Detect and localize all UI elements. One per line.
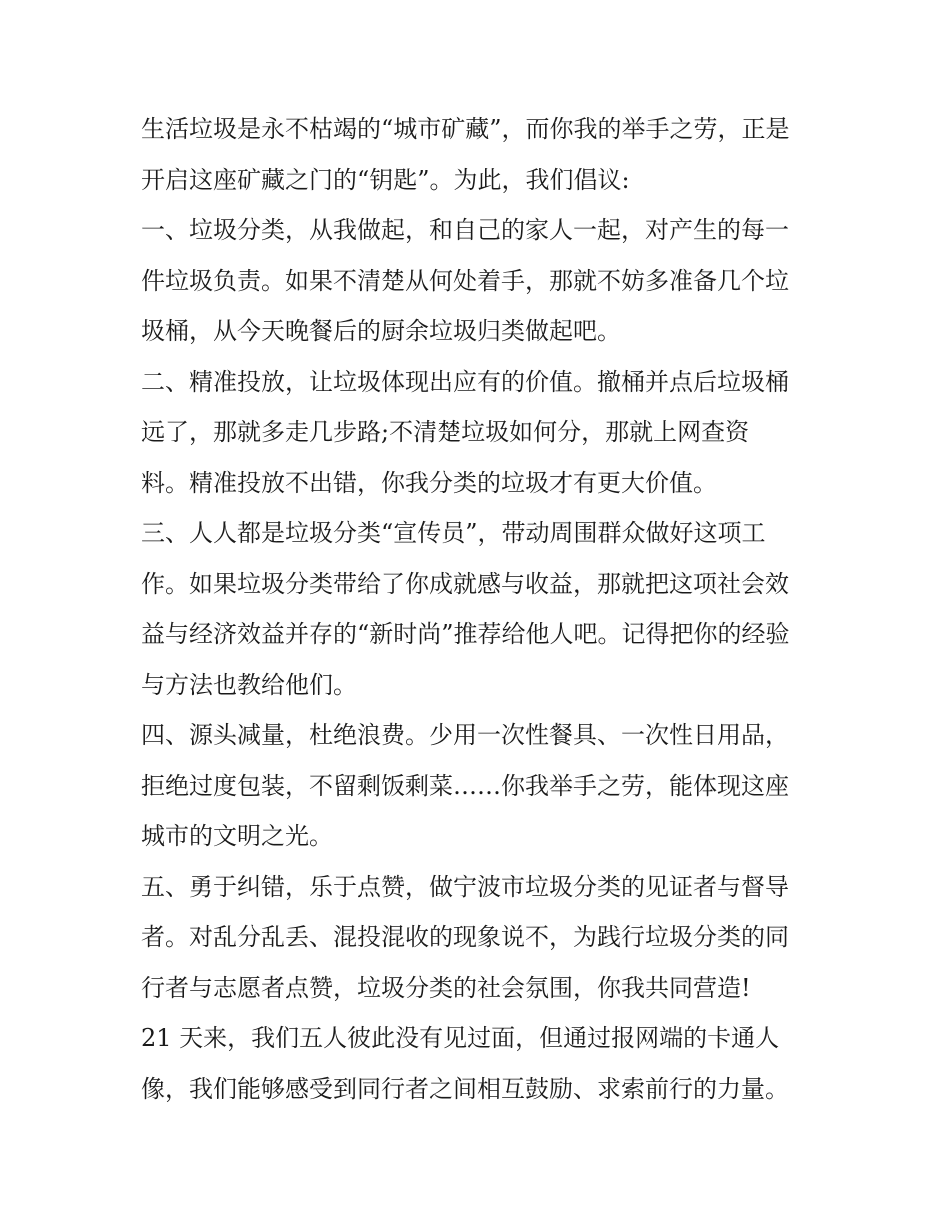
text-line: 二、精准投放，让垃圾体现出应有的价值。撤桶并点后垃圾桶 [141, 367, 789, 396]
text-line: 生活垃圾是永不枯竭的“城市矿藏”，而你我的举手之劳，正是 [141, 115, 790, 143]
text-line: 与方法也教给他们。 [141, 670, 357, 699]
text-line: 三、人人都是垃圾分类“宣传员”，带动周围群众做好这项工 [141, 519, 766, 547]
text-line: 五、勇于纠错，乐于点赞，做宁波市垃圾分类的见证者与督导 [141, 872, 789, 901]
text-line: 拒绝过度包装，不留剩饭剩菜……你我举手之劳，能体现这座 [141, 771, 789, 800]
text-line: 者。对乱分乱丢、混投混收的现象说不，为践行垃圾分类的同 [141, 923, 789, 951]
text-line: 圾桶，从今天晚餐后的厨余垃圾归类做起吧。 [141, 317, 621, 345]
text-line: 城市的文明之光。 [141, 822, 333, 850]
text-line: 一、垃圾分类，从我做起，和自己的家人一起，对产生的每一 [141, 216, 789, 244]
text-line: 像，我们能够感受到同行者之间相互鼓励、求索前行的力量。 [141, 1074, 789, 1103]
text-line: 21 天来，我们五人彼此没有见过面，但通过报网端的卡通人 [141, 1024, 780, 1052]
text-line: 开启这座矿藏之门的“钥匙”。为此，我们倡议: [141, 165, 630, 194]
body-text [141, 104, 831, 1114]
text-line: 益与经济效益并存的“新时尚”推荐给他人吧。记得把你的经验 [141, 620, 790, 648]
text-line: 行者与志愿者点赞，垃圾分类的社会氛围，你我共同营造! [141, 973, 751, 1002]
text-line: 远了，那就多走几步路;不清楚垃圾如何分，那就上网查资 [141, 418, 750, 446]
text-line: 四、源头减量，杜绝浪费。少用一次性餐具、一次性日用品， [141, 721, 789, 749]
text-line: 件垃圾负责。如果不清楚从何处着手，那就不妨多准备几个垃 [141, 266, 789, 295]
text-line: 作。如果垃圾分类带给了你成就感与收益，那就把这项社会效 [141, 569, 789, 598]
text-line: 料。精准投放不出错，你我分类的垃圾才有更大价值。 [141, 468, 717, 497]
